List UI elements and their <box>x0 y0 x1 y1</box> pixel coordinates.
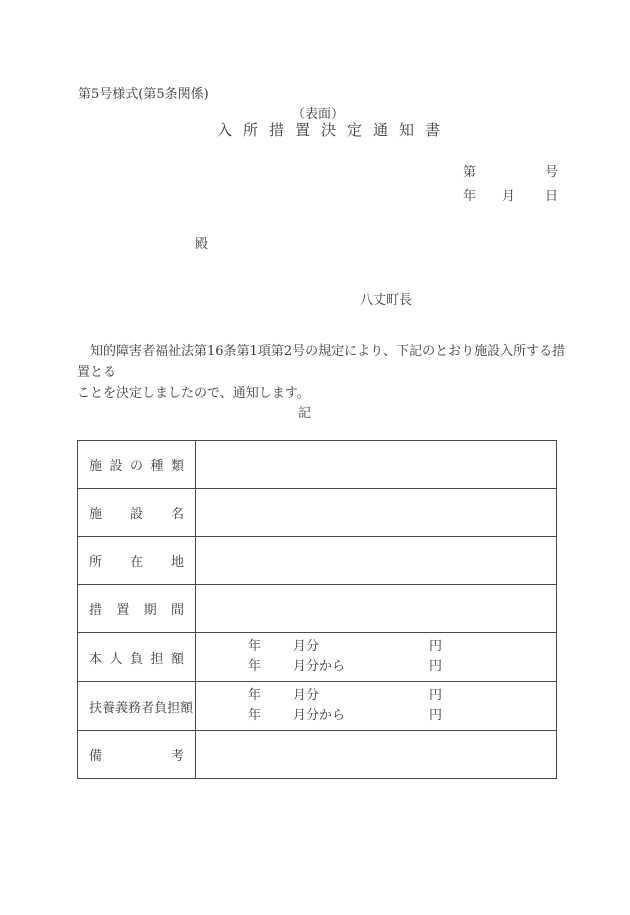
money-lines <box>196 633 556 681</box>
row-label-location <box>78 537 196 585</box>
day-label: 日 <box>545 189 559 204</box>
yen-label: 円 <box>429 639 443 654</box>
addressee-honorific: 殿 <box>195 237 209 252</box>
row-label-text: 所 在 地 <box>89 555 184 570</box>
location-value-cell <box>196 537 557 585</box>
body-line-2: ことを決定しましたので、通知します。 <box>77 386 310 401</box>
row-label-text: 措 置 期 間 <box>89 603 184 618</box>
yen-label: 円 <box>429 688 443 703</box>
measure-period-value-cell <box>196 585 557 633</box>
year-label: 年 <box>248 708 262 723</box>
doc-number-prefix: 第 <box>463 165 477 180</box>
row-label-text: 本 人 負 担 額 <box>89 651 184 667</box>
body-paragraph <box>77 341 577 404</box>
money-line-current <box>196 637 556 657</box>
record-marker: 記 <box>298 406 312 421</box>
money-line-from <box>196 706 556 726</box>
month-label: 月 <box>502 189 516 204</box>
table-row-remarks <box>78 731 557 779</box>
row-label-facility-name <box>78 489 196 537</box>
document-title: 入所措置決定通知書 <box>217 121 452 139</box>
year-label: 年 <box>248 659 262 674</box>
row-label-text: 備 考 <box>89 749 184 764</box>
facility-name-value-cell <box>196 489 557 537</box>
supporter-burden-value-cell <box>196 682 557 731</box>
table-row-facility-type <box>78 441 557 489</box>
facility-type-value-cell <box>196 441 557 489</box>
row-label-supporter-burden <box>78 682 196 731</box>
table-row-facility-name <box>78 489 557 537</box>
month-from-label: 月分から <box>293 708 346 723</box>
doc-number-line <box>0 161 630 180</box>
form-number-label: 第5号様式(第5条関係) <box>78 87 209 102</box>
table-row-personal-burden <box>78 633 557 682</box>
personal-burden-value-cell <box>196 633 557 682</box>
row-label-text: 扶 養 義 務 者 負 担 額 <box>89 700 194 716</box>
money-lines <box>196 682 556 730</box>
row-label-personal-burden <box>78 633 196 682</box>
month-from-label: 月分から <box>293 659 346 674</box>
side-label: （表面） <box>292 107 345 122</box>
money-line-from <box>196 657 556 677</box>
doc-number-suffix: 号 <box>545 165 559 180</box>
month-portion-label: 月分 <box>293 639 320 654</box>
body-line-1: 知的障害者福祉法第16条第1項第2号の規定により、下記のとおり施設入所する措置とる <box>77 344 566 380</box>
yen-label: 円 <box>429 659 443 674</box>
yen-label: 円 <box>429 708 443 723</box>
year-label: 年 <box>248 639 262 654</box>
year-label: 年 <box>248 688 262 703</box>
row-label-measure-period <box>78 585 196 633</box>
table-row-location <box>78 537 557 585</box>
year-label: 年 <box>463 189 477 204</box>
table-row-measure-period <box>78 585 557 633</box>
row-label-remarks <box>78 731 196 779</box>
date-line <box>0 185 630 204</box>
row-label-facility-type <box>78 441 196 489</box>
table-row-supporter-burden <box>78 682 557 731</box>
sender-name: 八丈町長 <box>360 293 413 308</box>
month-portion-label: 月分 <box>293 688 320 703</box>
details-table <box>77 440 557 779</box>
money-line-current <box>196 686 556 706</box>
row-label-text: 施 設 名 <box>89 507 184 522</box>
row-label-text: 施 設 の 種 類 <box>89 459 184 474</box>
remarks-value-cell <box>196 731 557 779</box>
